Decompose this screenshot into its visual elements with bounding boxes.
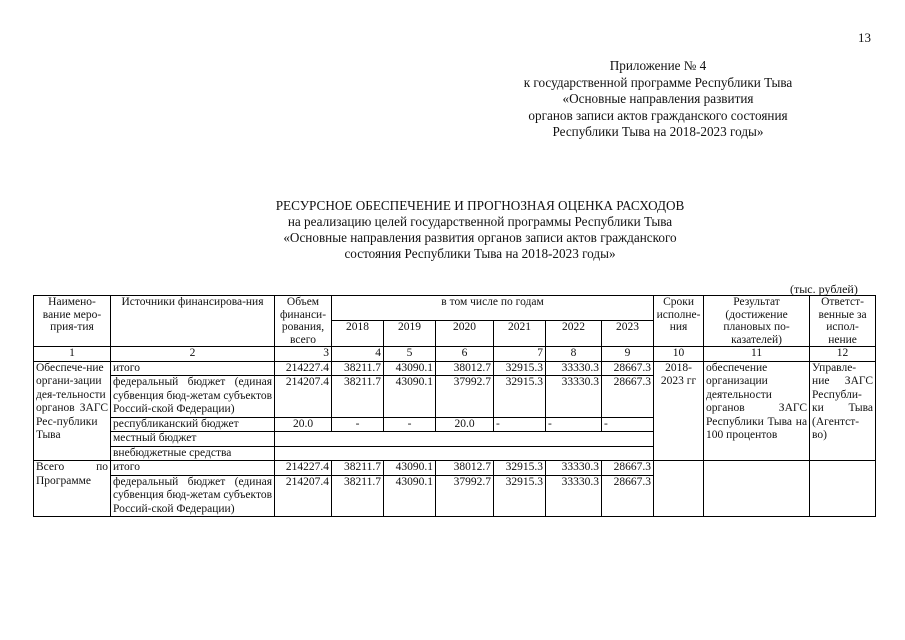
header-result: Результат (достижение плановых по-казателей) bbox=[704, 296, 810, 347]
year-value: 33330.3 bbox=[546, 376, 602, 418]
year-value: 43090.1 bbox=[384, 376, 436, 418]
year-value: 43090.1 bbox=[384, 475, 436, 517]
deadline: 2018-2023 гг bbox=[654, 361, 704, 461]
header-volume: Объем финанси-рования, всего bbox=[275, 296, 332, 347]
funding-source: итого bbox=[111, 361, 275, 376]
column-number: 10 bbox=[654, 347, 704, 362]
header-responsible: Ответст-венные за испол-нение bbox=[810, 296, 876, 347]
total-value: 20.0 bbox=[275, 417, 332, 432]
budget-table bbox=[33, 295, 876, 517]
header-year: 2021 bbox=[494, 320, 546, 346]
appendix-header bbox=[448, 58, 868, 141]
header-source: Источники финансирова-ния bbox=[111, 296, 275, 347]
column-numbers-row bbox=[34, 347, 876, 362]
title-line: «Основные направления развития органов записи актов гражданского bbox=[283, 230, 677, 245]
year-value: 33330.3 bbox=[546, 475, 602, 517]
year-value: - bbox=[332, 417, 384, 432]
year-value: - bbox=[602, 417, 654, 432]
page-number: 13 bbox=[858, 30, 871, 45]
year-value: 32915.3 bbox=[494, 461, 546, 476]
appendix-line: к государственной программе Республики Тыва bbox=[523, 74, 793, 90]
column-number: 3 bbox=[275, 347, 332, 362]
year-value: 43090.1 bbox=[384, 461, 436, 476]
empty-values bbox=[275, 432, 654, 447]
year-value: 32915.3 bbox=[494, 475, 546, 517]
deadline-empty bbox=[654, 461, 704, 517]
year-value: 28667.3 bbox=[602, 475, 654, 517]
year-value: 38012.7 bbox=[436, 461, 494, 476]
column-number: 1 bbox=[34, 347, 111, 362]
year-value: 28667.3 bbox=[602, 376, 654, 418]
year-value: 32915.3 bbox=[494, 361, 546, 376]
funding-source: федеральный бюджет (единая субвенция бюд-жетам субъектов Россий-ской Федерации) bbox=[111, 475, 275, 517]
year-value: 43090.1 bbox=[384, 361, 436, 376]
year-value: 37992.7 bbox=[436, 475, 494, 517]
year-value: 37992.7 bbox=[436, 376, 494, 418]
responsible: Управле-ние ЗАГС Республи-ки Тыва (Агентст-во) bbox=[810, 361, 876, 461]
header-year: 2023 bbox=[602, 320, 654, 346]
funding-source: внебюджетные средства bbox=[111, 446, 275, 461]
total-value: 214227.4 bbox=[275, 461, 332, 476]
table-row bbox=[34, 361, 876, 376]
total-value: 214227.4 bbox=[275, 361, 332, 376]
year-value: 28667.3 bbox=[602, 361, 654, 376]
year-value: 32915.3 bbox=[494, 376, 546, 418]
title-line: состояния Республики Тыва на 2018-2023 годы» bbox=[344, 246, 616, 261]
header-year: 2018 bbox=[332, 320, 384, 346]
year-value: - bbox=[546, 417, 602, 432]
header-year: 2019 bbox=[384, 320, 436, 346]
year-value: 28667.3 bbox=[602, 461, 654, 476]
column-number: 6 bbox=[436, 347, 494, 362]
column-number: 11 bbox=[704, 347, 810, 362]
total-value: 214207.4 bbox=[275, 376, 332, 418]
appendix-line: Приложение № 4 bbox=[609, 58, 707, 73]
funding-source: итого bbox=[111, 461, 275, 476]
total-value: 214207.4 bbox=[275, 475, 332, 517]
header-year: 2022 bbox=[546, 320, 602, 346]
appendix-line: органов записи актов гражданского состояния bbox=[528, 107, 788, 123]
year-value: 38211.7 bbox=[332, 461, 384, 476]
appendix-line: «Основные направления развития bbox=[562, 91, 754, 106]
header-by-years: в том числе по годам bbox=[332, 296, 654, 321]
column-number: 9 bbox=[602, 347, 654, 362]
column-number: 12 bbox=[810, 347, 876, 362]
header-event: Наимено-вание мероприя-тия bbox=[34, 296, 111, 347]
event-name: Обеспече-ние органи-зации дея-тельности органов ЗАГС Рес-публики Тыва bbox=[34, 361, 111, 461]
event-name: Всего по Программе bbox=[34, 461, 111, 517]
column-number: 7 bbox=[494, 347, 546, 362]
responsible-empty bbox=[810, 461, 876, 517]
funding-source: федеральный бюджет (единая субвенция бюд-жетам субъектов Россий-ской Федерации) bbox=[111, 376, 275, 418]
funding-source: республиканский бюджет bbox=[111, 417, 275, 432]
year-value: 38211.7 bbox=[332, 376, 384, 418]
title-line: РЕСУРСНОЕ ОБЕСПЕЧЕНИЕ И ПРОГНОЗНАЯ ОЦЕНКА РАСХОДОВ bbox=[275, 198, 685, 213]
column-number: 8 bbox=[546, 347, 602, 362]
funding-source: местный бюджет bbox=[111, 432, 275, 447]
header-row bbox=[34, 296, 876, 321]
result: обеспечение организации деятельности органов ЗАГС Республики Тыва на 100 процентов bbox=[704, 361, 810, 461]
year-value: 38211.7 bbox=[332, 475, 384, 517]
empty-values bbox=[275, 446, 654, 461]
year-value: 38012.7 bbox=[436, 361, 494, 376]
column-number: 5 bbox=[384, 347, 436, 362]
document-title bbox=[150, 198, 810, 262]
year-value: 20.0 bbox=[436, 417, 494, 432]
header-deadline: Сроки исполне-ния bbox=[654, 296, 704, 347]
column-number: 4 bbox=[332, 347, 384, 362]
table-row bbox=[34, 461, 876, 476]
year-value: 33330.3 bbox=[546, 461, 602, 476]
year-value: - bbox=[384, 417, 436, 432]
year-value: 33330.3 bbox=[546, 361, 602, 376]
appendix-line: Республики Тыва на 2018-2023 годы» bbox=[552, 124, 764, 139]
result-empty bbox=[704, 461, 810, 517]
year-value: - bbox=[494, 417, 546, 432]
title-line: на реализацию целей государственной программы Республики Тыва bbox=[287, 214, 673, 229]
column-number: 2 bbox=[111, 347, 275, 362]
year-value: 38211.7 bbox=[332, 361, 384, 376]
header-year: 2020 bbox=[436, 320, 494, 346]
units-label: (тыс. рублей) bbox=[790, 282, 858, 296]
